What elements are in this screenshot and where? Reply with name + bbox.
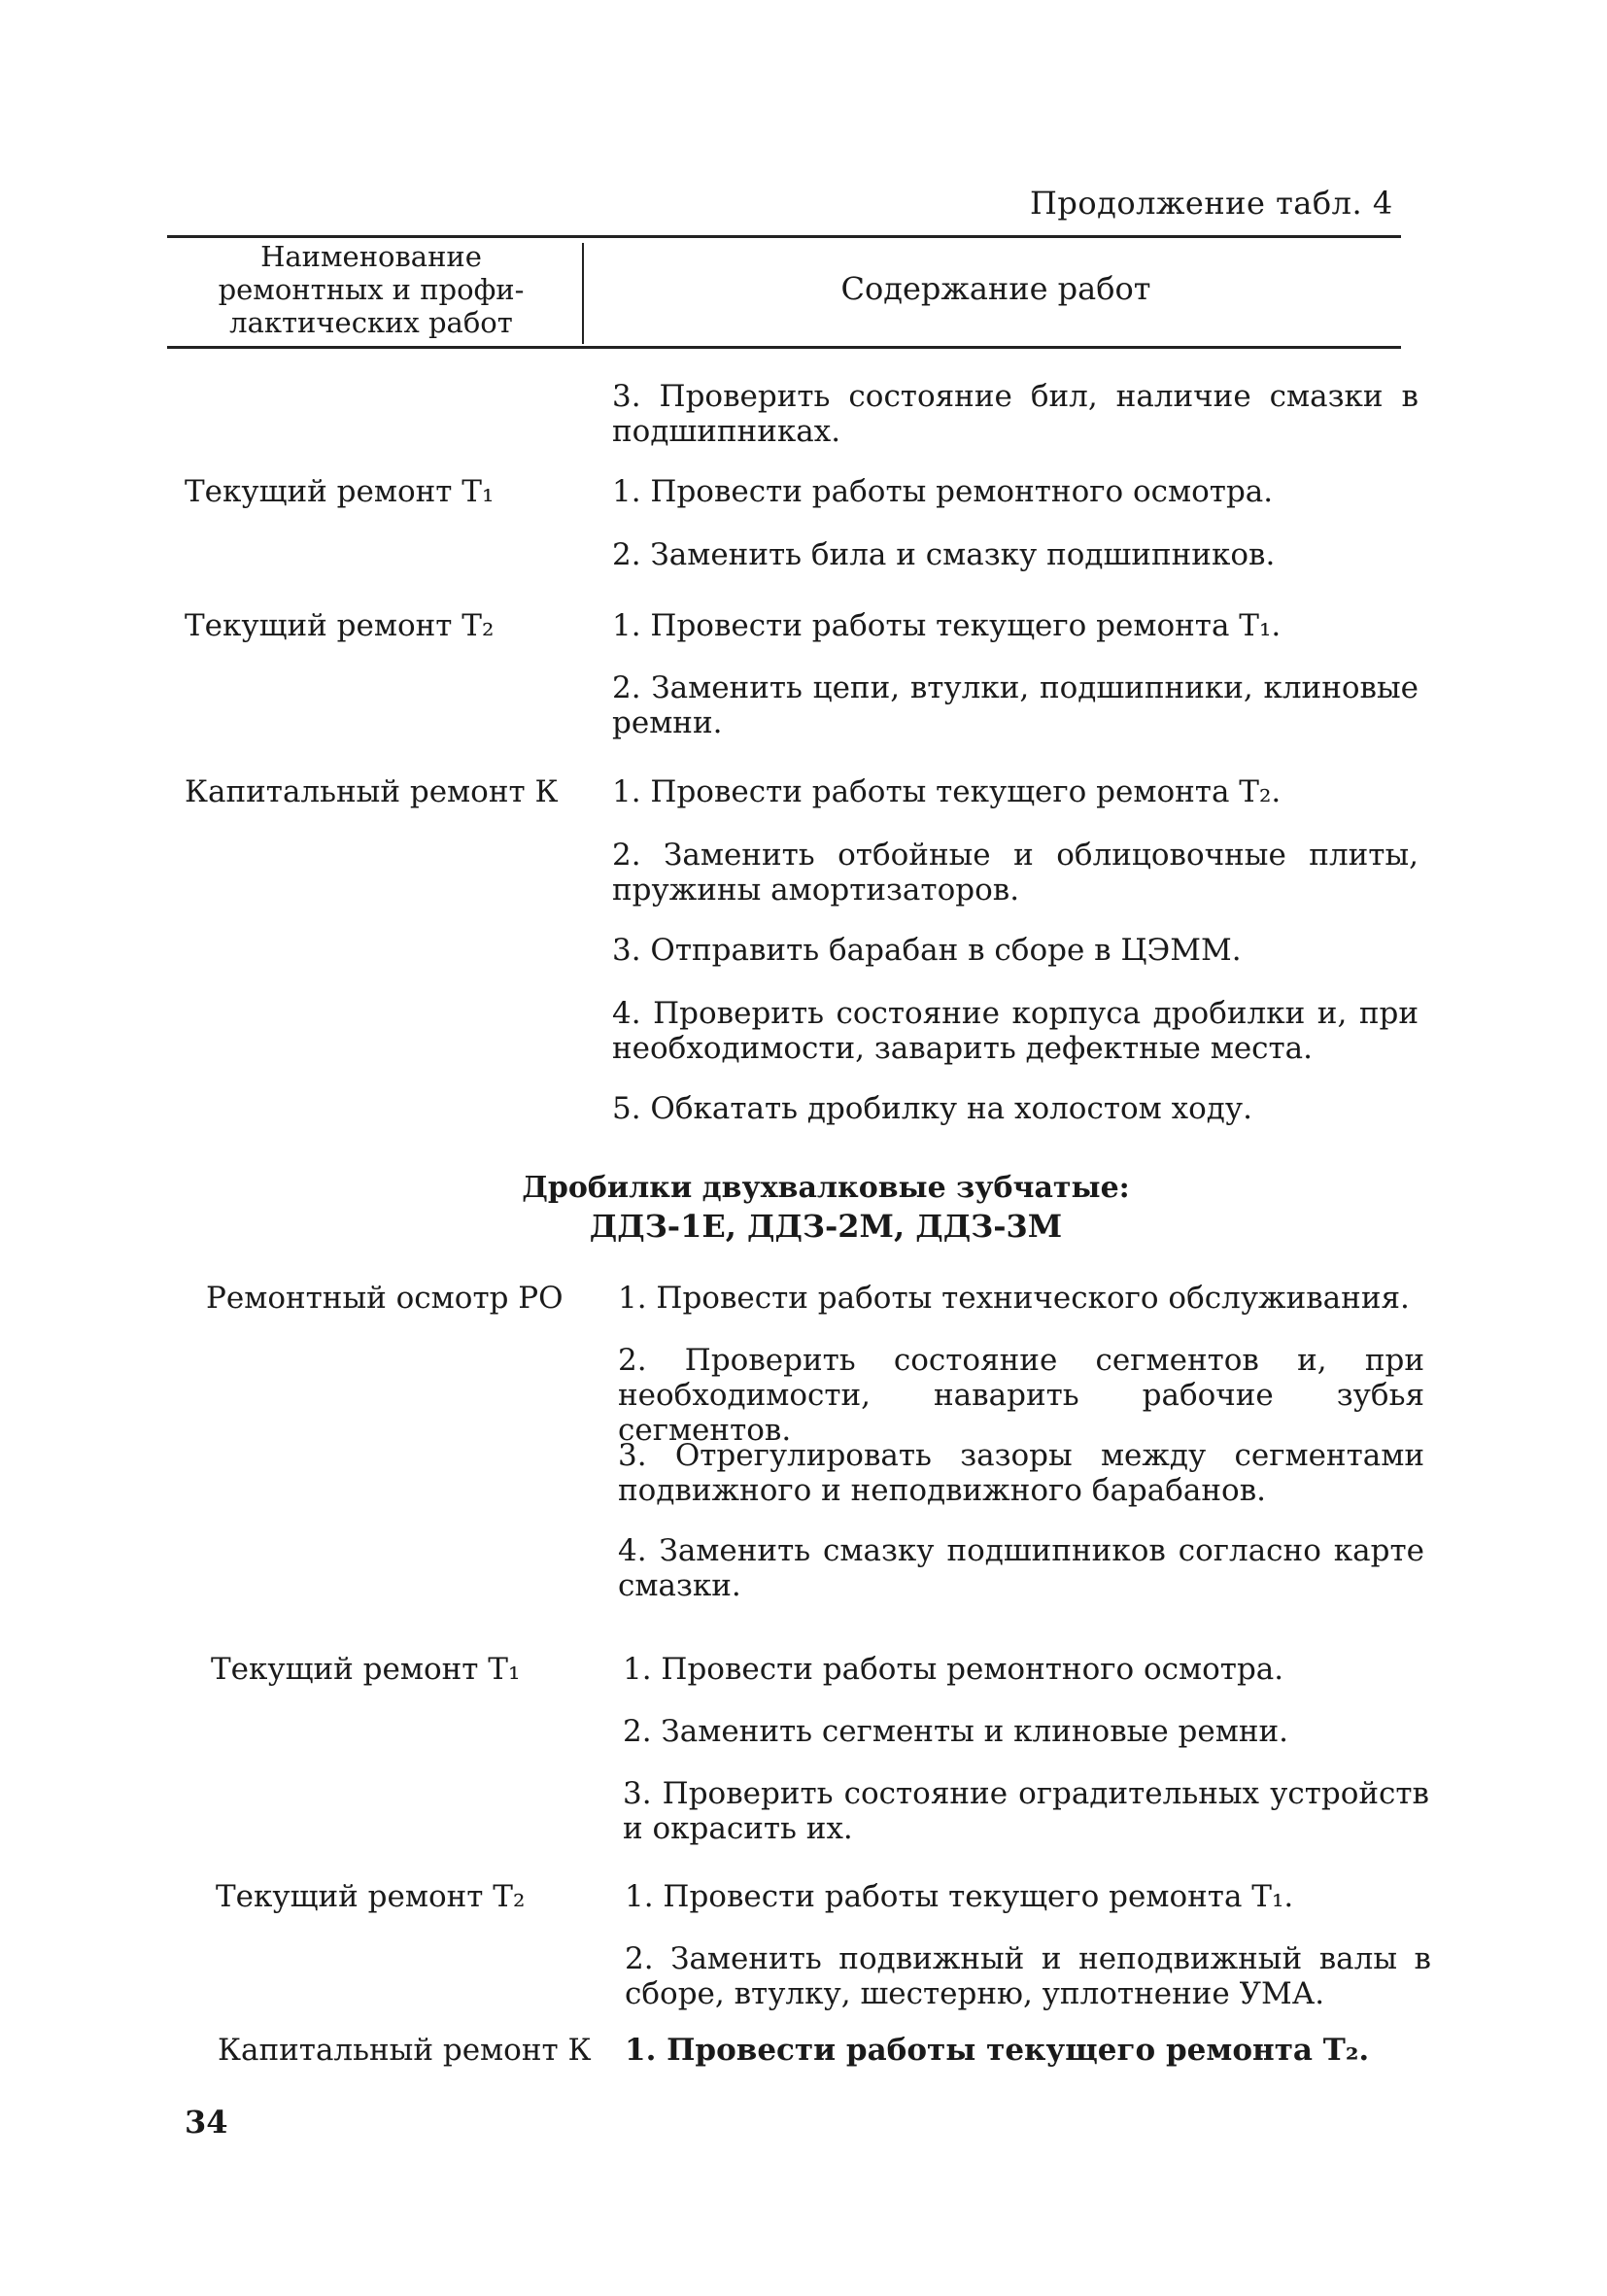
column-header-line: Наименование: [260, 240, 482, 273]
section-title: Дробилки двухвалковые зубчатые:: [522, 1171, 1130, 1205]
work-item: 3. Проверить состояние оградительных устройств и окрасить их.: [623, 1776, 1429, 1846]
work-item: 3. Отрегулировать зазоры между сегментами подвижного и неподвижного барабанов.: [618, 1438, 1424, 1508]
column-header-line: ремонтных и профи-: [218, 273, 525, 306]
repair-type-label: Капитальный ремонт К: [185, 774, 559, 809]
repair-type-label: Текущий ремонт T₂: [185, 608, 495, 643]
repair-type-label: Текущий ремонт T₁: [185, 474, 495, 509]
column-header-line: лактических работ: [229, 306, 513, 339]
repair-type-label: Текущий ремонт T₁: [211, 1652, 521, 1687]
work-item: 1. Провести работы текущего ремонта T₂.: [612, 774, 1282, 809]
work-item: 1. Провести работы текущего ремонта T₁.: [612, 608, 1282, 643]
work-item: 3. Отправить барабан в сборе в ЦЭММ.: [612, 933, 1242, 968]
section-subtitle-models: ДДЗ-1Е, ДДЗ-2М, ДДЗ-3М: [589, 1208, 1063, 1245]
header-column-divider: [582, 243, 584, 344]
work-item: 2. Заменить подвижный и неподвижный валы в сборе, втулку, шестерню, уплотнение УМА.: [625, 1941, 1431, 2011]
column-header-work-name: [177, 240, 565, 339]
table-continuation-note: Продолжение табл. 4: [1030, 185, 1393, 222]
work-item: 2. Заменить била и смазку подшипников.: [612, 537, 1276, 572]
work-item: 1. Провести работы текущего ремонта T₁.: [625, 1879, 1294, 1914]
work-item: 2. Заменить цепи, втулки, подшипники, клиновые ремни.: [612, 670, 1419, 740]
work-item: 1. Провести работы ремонтного осмотра.: [612, 474, 1274, 509]
page-number: 34: [185, 2104, 228, 2141]
work-item: 2. Проверить состояние сегментов и, при необходимости, наварить рабочие зубья сегментов.: [618, 1343, 1424, 1448]
header-top-rule: [167, 235, 1401, 238]
work-item: 3. Проверить состояние бил, наличие смазки в подшипниках.: [612, 379, 1419, 449]
work-item: 2. Заменить сегменты и клиновые ремни.: [623, 1714, 1289, 1749]
repair-type-label: Текущий ремонт T₂: [216, 1879, 526, 1914]
repair-type-label: Капитальный ремонт К: [218, 2033, 592, 2068]
work-item: 1. Провести работы текущего ремонта T₂.: [625, 2033, 1370, 2068]
column-header-work-content: Содержание работ: [840, 270, 1151, 307]
work-item: 1. Провести работы ремонтного осмотра.: [623, 1652, 1284, 1687]
work-item: 5. Обкатать дробилку на холостом ходу.: [612, 1091, 1252, 1126]
header-bottom-rule: [167, 346, 1401, 349]
work-item: 4. Заменить смазку подшипников согласно карте смазки.: [618, 1533, 1424, 1603]
work-item: 2. Заменить отбойные и облицовочные плиты, пружины амортизаторов.: [612, 838, 1419, 908]
work-item: 1. Провести работы технического обслуживания.: [618, 1281, 1410, 1316]
repair-type-label: Ремонтный осмотр РО: [206, 1281, 564, 1316]
work-item: 4. Проверить состояние корпуса дробилки и, при необходимости, заварить дефектные места.: [612, 996, 1419, 1066]
